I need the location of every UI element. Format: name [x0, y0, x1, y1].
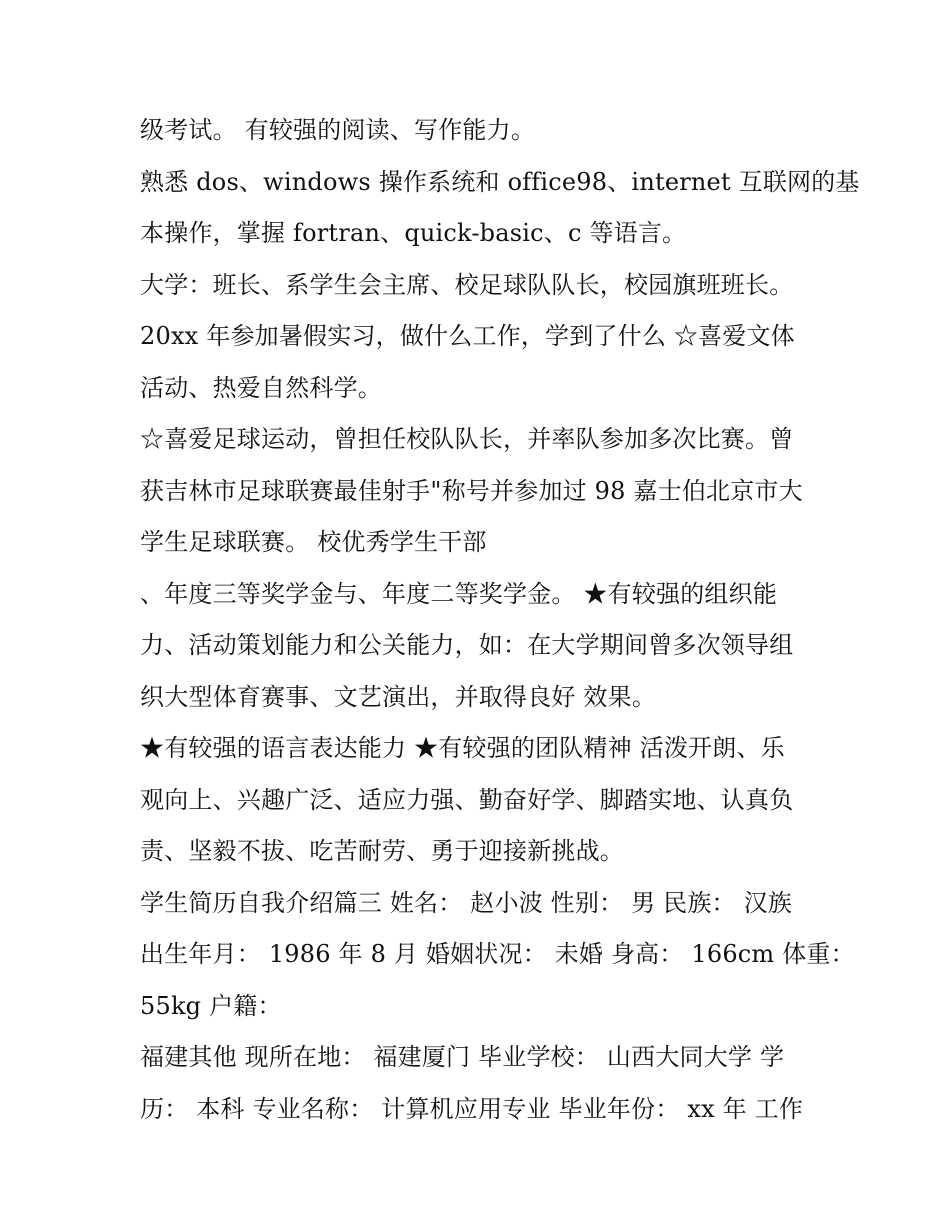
text-line: 历： 本科 专业名称： 计算机应用专业 毕业年份： xx 年 工作 [140, 1094, 804, 1123]
text-line: 学生足球联赛。 校优秀学生干部 [140, 528, 487, 556]
text-line: 织大型体育赛事、文艺演出，并取得良好 效果。 [140, 682, 657, 711]
text-line: 20xx 年参加暑假实习，做什么工作，学到了什么 ☆喜爱文体 [140, 322, 795, 350]
text-line: 活动、热爱自然科学。 [140, 373, 382, 402]
text-line: 福建其他 现所在地： 福建厦门 毕业学校： 山西大同大学 学 [140, 1043, 785, 1071]
text-line: 出生年月： 1986 年 8 月 婚姻状况： 未婚 身高： 166cm 体重： [140, 940, 855, 968]
text-line: 、年度三等奖学金与、年度二等奖学金。 ★有较强的组织能 [140, 579, 778, 608]
text-line: 观向上、兴趣广泛、适应力强、勤奋好学、脚踏实地、认真负 [140, 785, 794, 814]
text-line: ★有较强的语言表达能力 ★有较强的团队精神 活泼开朗、乐 [140, 734, 785, 762]
text-line: 学生简历自我介绍篇三 姓名： 赵小波 性别： 男 民族： 汉族 [140, 888, 792, 917]
text-line: 责、坚毅不拔、吃苦耐劳、勇于迎接新挑战。 [140, 837, 624, 865]
text-line: ☆喜爱足球运动，曾担任校队队长，并率队参加多次比赛。曾 [140, 425, 794, 453]
text-line: 熟悉 dos、windows 操作系统和 office98、internet 互联网的基 [140, 167, 860, 196]
text-line: 本操作，掌握 fortran、quick-basic、c 等语言。 [140, 219, 687, 247]
text-line: 获吉林市足球联赛最佳射手"称号并参加过 98 嘉士伯北京市大 [140, 476, 803, 505]
text-line: 级考试。 有较强的阅读、写作能力。 [140, 116, 536, 144]
text-line: 大学：班长、系学生会主席、校足球队队长，校园旗班班长。 [140, 270, 794, 299]
text-line: 55kg 户籍： [140, 991, 282, 1020]
text-line: 力、活动策划能力和公关能力，如：在大学期间曾多次领导组 [140, 631, 794, 659]
document-body [140, 105, 860, 1135]
